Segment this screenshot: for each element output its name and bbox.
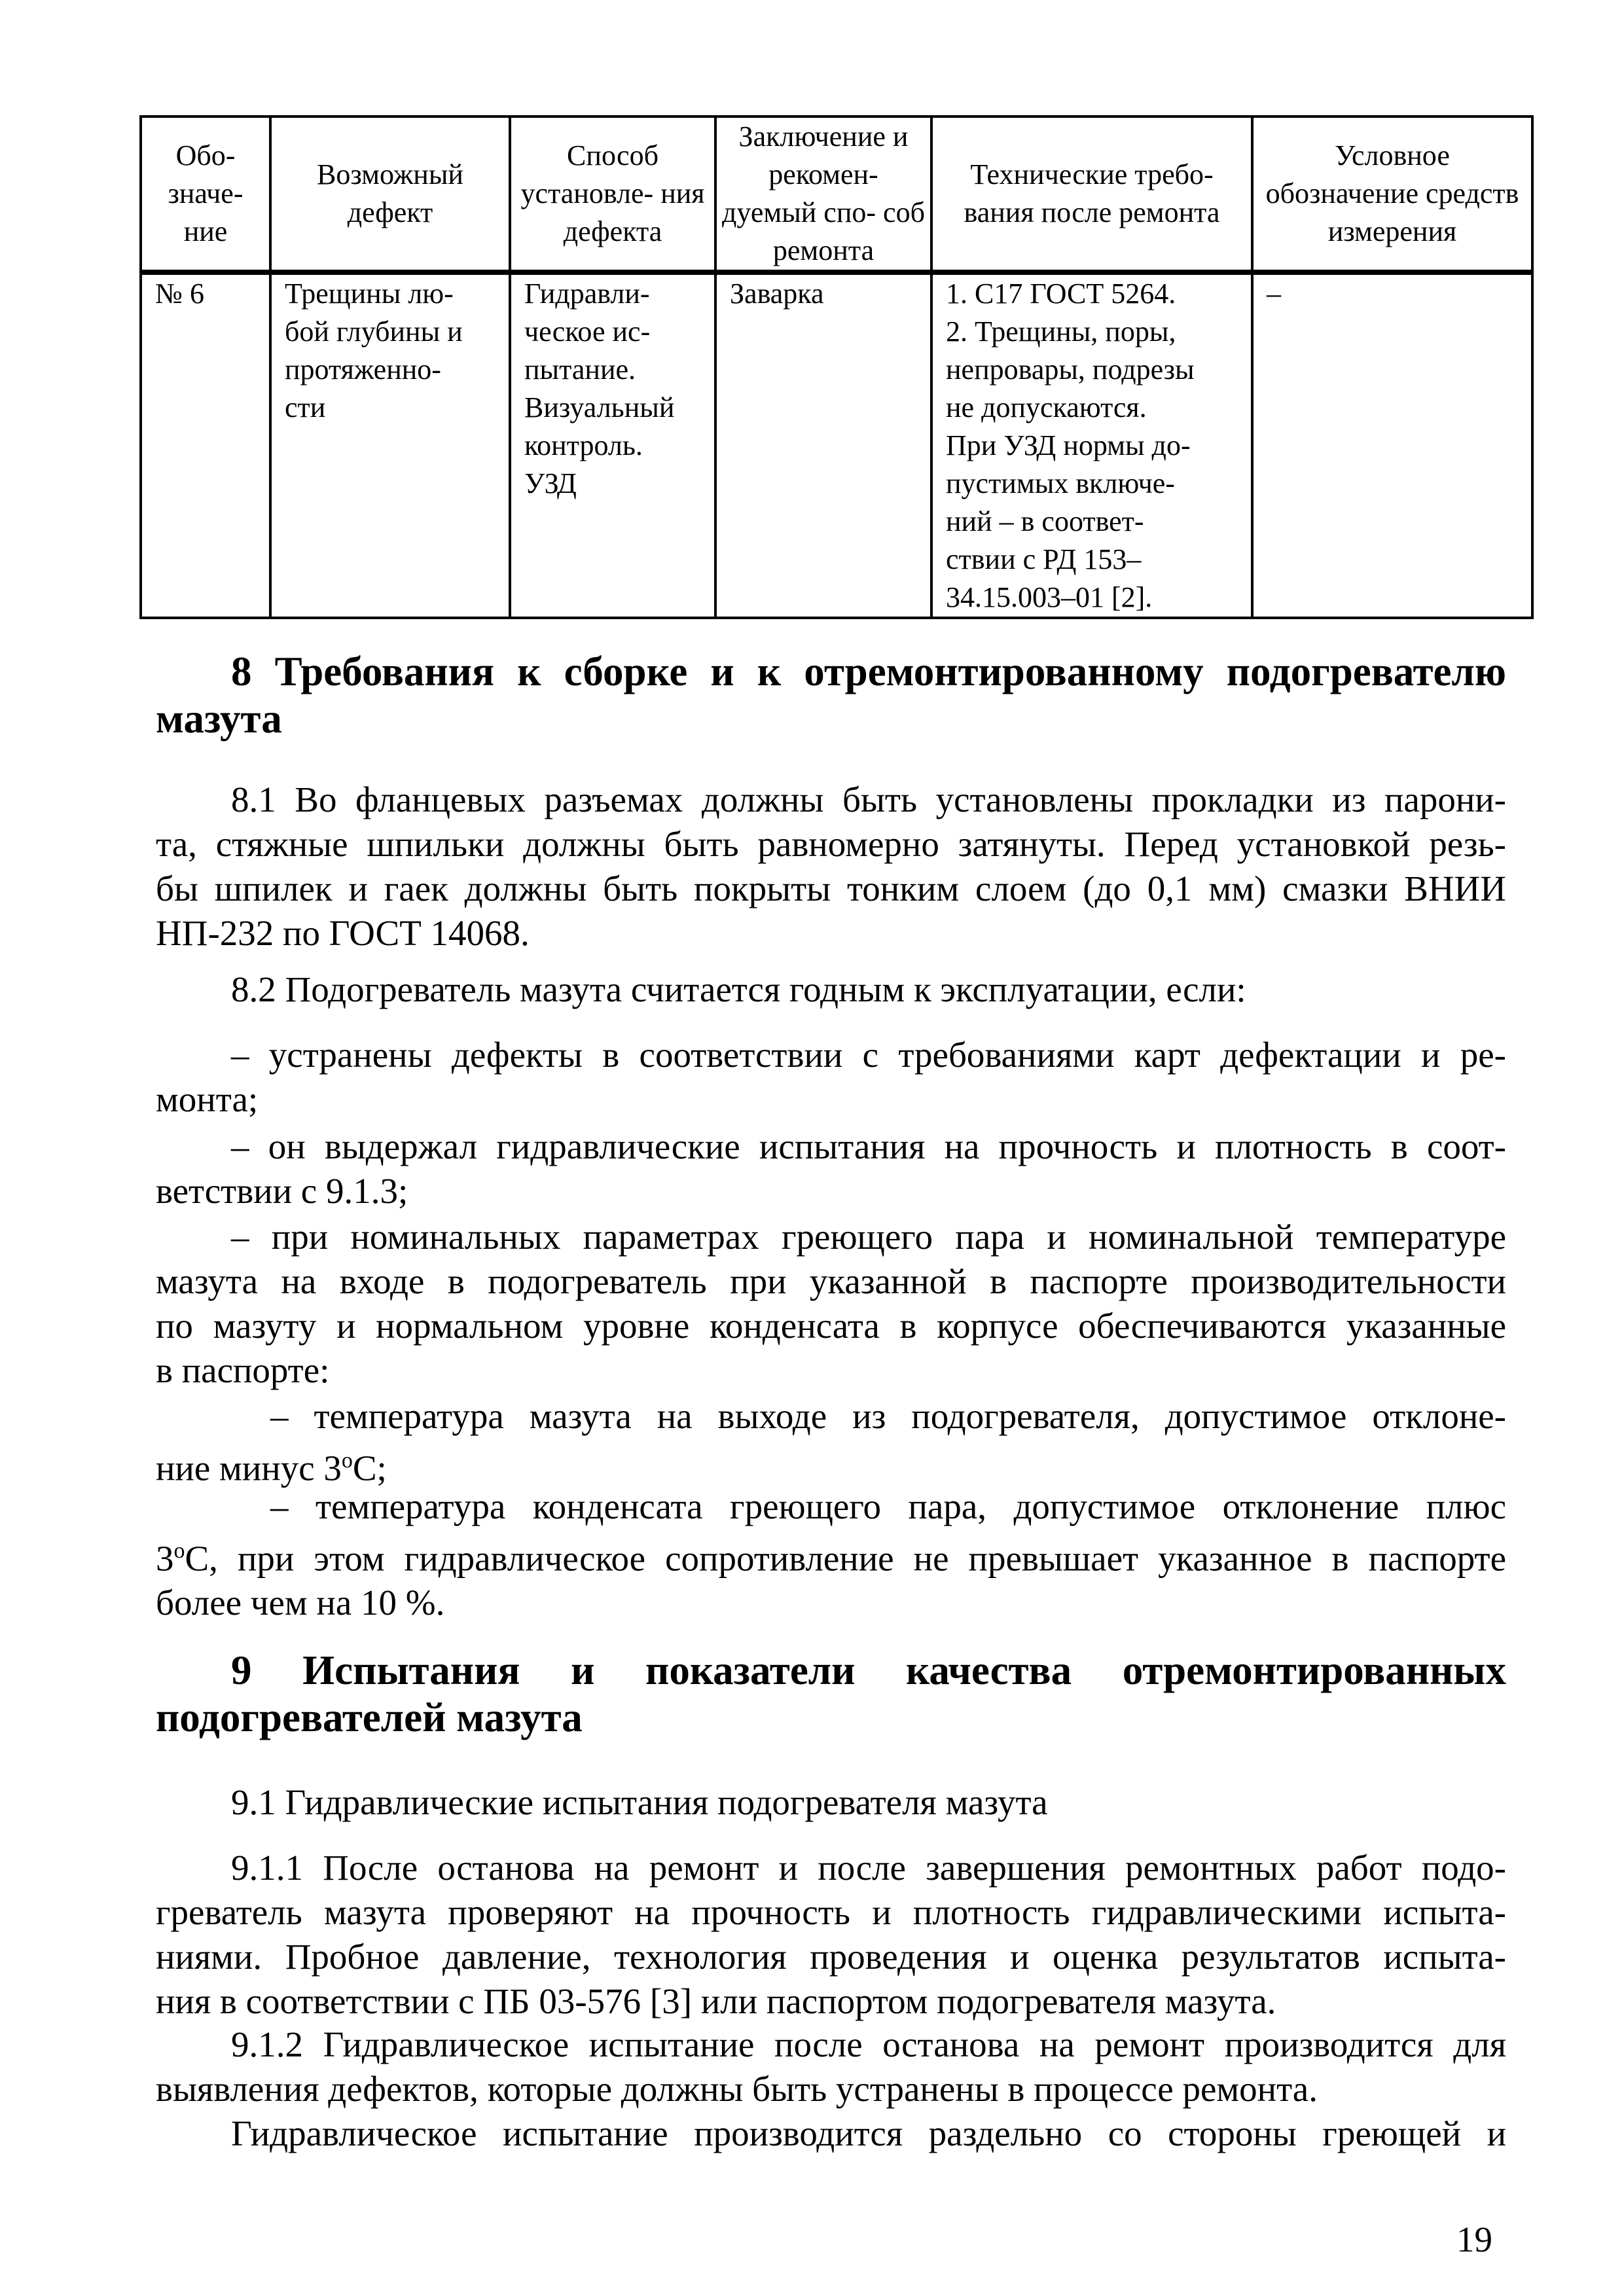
degree-sign: o <box>173 1539 185 1563</box>
paragraph-9-1-2: 9.1.2 Гидравлическое испытание после останова на ремонт производится для выявления дефектов, которые должны быть устранены в процессе ремонта. <box>156 2024 1506 2109</box>
header-designation: Обо- значе- ние <box>141 117 270 272</box>
defect-table <box>139 115 1534 619</box>
paragraph-9-1: 9.1 Гидравлические испытания подогревателя мазута <box>231 1782 1048 1822</box>
list-item-nominal-parameters: – при номинальных параметрах греющего пара и номинальной температуре мазута на входе в подогреватель при указанной в паспорте производительности по мазуту и нормальном уровне конденсата в корпусе обеспечиваются указанные в паспорте: <box>156 1217 1506 1390</box>
sub-item-condensate-temperature: – температура конденсата греющего пара, допустимое отклонение плюс 3$^o$С, при этом гидравлическое сопротивление не превышает указанное в паспорте более чем на 10 %. <box>156 1486 1506 1623</box>
header-requirements: Технические требо- вания после ремонта <box>931 117 1252 272</box>
table-header-row <box>141 117 1532 272</box>
cell-detection-method: Гидравли- ческое ис- пытание. Визуальный контроль. УЗД <box>510 272 715 618</box>
list-item-hydraulic-tests: – он выдержал гидравлические испытания на прочность и плотность в соот- ветствии с 9.1.3; <box>156 1126 1506 1211</box>
cell-defect: Трещины лю- бой глубины и протяженно- сти <box>270 272 510 618</box>
paragraph-9-1-3: Гидравлическое испытание производится раздельно со стороны греющей и <box>231 2113 1506 2153</box>
header-defect: Возможный дефект <box>270 117 510 272</box>
header-detection-method: Способ установле- ния дефекта <box>510 117 715 272</box>
degree-sign: o <box>341 1448 353 1473</box>
header-conclusion: Заключение и рекомен- дуемый спо- соб ремонта <box>715 117 931 272</box>
cell-measurement: – <box>1252 272 1532 618</box>
cell-conclusion: Заварка <box>715 272 931 618</box>
paragraph-8-1: 8.1 Во фланцевых разъемах должны быть установлены прокладки из парони- та, стяжные шпильки должны быть равномерно затянуты. Перед установкой резь- бы шпилек и гаек должны быть покрыты тонким слоем (до 0,1 мм) смазки ВНИИ НП-232 по ГОСТ 14068. <box>156 780 1506 953</box>
paragraph-8-2: 8.2 Подогреватель мазута считается годным к эксплуатации, если: <box>231 969 1246 1009</box>
sub-item-outlet-temperature: – температура мазута на выходе из подогревателя, допустимое отклоне- ние минус 3$^o$С; <box>156 1396 1506 1488</box>
list-item-defects-eliminated: – устранены дефекты в соответствии с требованиями карт дефектации и ре- монта; <box>156 1035 1506 1119</box>
cell-requirements: 1. С17 ГОСТ 5264. 2. Трещины, поры, непровары, подрезы не допускаются. При УЗД нормы до- пустимых включе- ний – в соответ- ствии с РД 153– 34.15.003–01 [2]. <box>931 272 1252 618</box>
header-measurement: Условное обозначение средств измерения <box>1252 117 1532 272</box>
table-row <box>141 272 1532 618</box>
section-9-heading: 9 Испытания и показатели качества отремонтированных подогревателей мазута <box>156 1647 1506 1740</box>
page-number: 19 <box>1456 2219 1492 2259</box>
paragraph-9-1-1: 9.1.1 После останова на ремонт и после завершения ремонтных работ подо- греватель мазута проверяют на прочность и плотность гидравлическими испыта- ниями. Пробное давление, технология проведения и оценка результатов испыта- ния в соответствии с ПБ 03-576 [3] или паспортом подогревателя мазута. <box>156 1848 1506 2021</box>
cell-designation: № 6 <box>141 272 270 618</box>
section-8-heading: 8 Требования к сборке и к отремонтированному подогревателю мазута <box>156 649 1506 742</box>
